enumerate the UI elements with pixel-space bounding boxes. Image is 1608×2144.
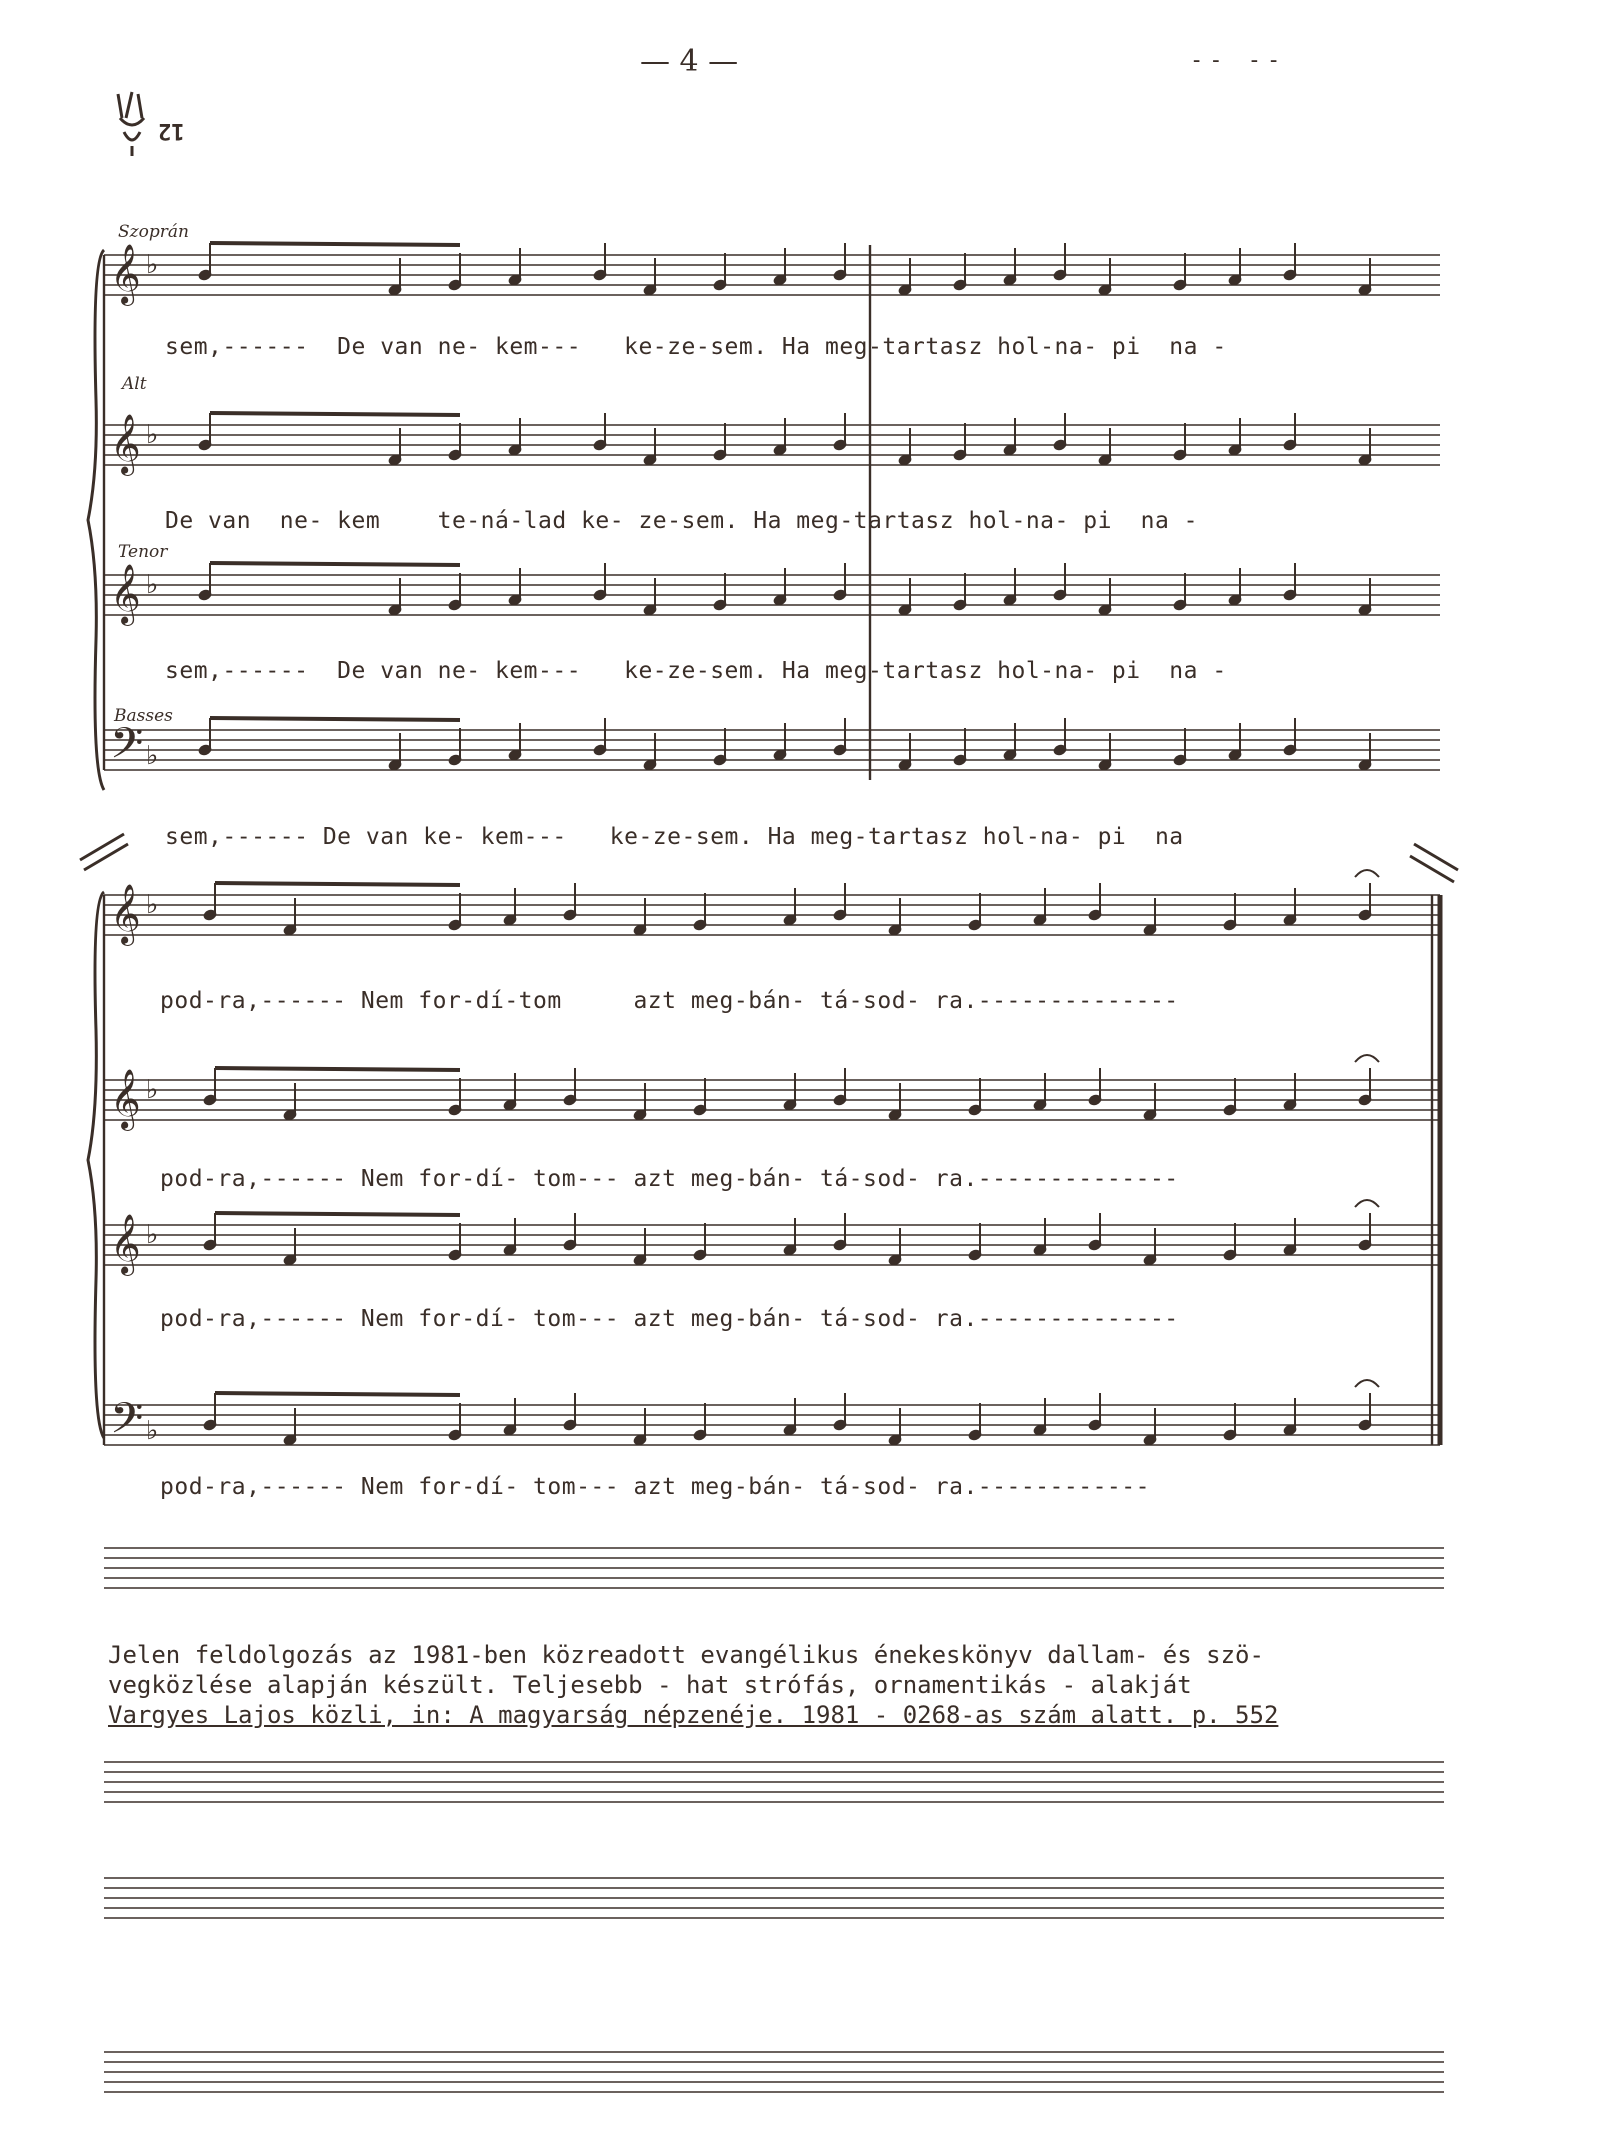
s1-tenor-lyrics: sem,------ De van ne- kem--- ke-ze-sem. Ha meg-tartasz hol-na- pi na - xyxy=(165,658,1227,684)
system2-clef-2: 𝄞 xyxy=(110,1069,141,1129)
bass-label: Basses xyxy=(114,706,173,726)
system2-flat-1: ♭ xyxy=(146,890,159,920)
system2-staff-2 xyxy=(104,1080,1440,1120)
system1-flat-2: ♭ xyxy=(146,420,159,450)
s2-alto-lyrics: pod-ra,------ Nem for-dí- tom--- azt meg-bán- tá-sod- ra.-------------- xyxy=(160,1166,1179,1192)
s1-soprano-lyrics: sem,------ De van ne- kem--- ke-ze-sem. Ha meg-tartasz hol-na- pi na - xyxy=(165,334,1227,360)
footnote xyxy=(108,1640,1538,1730)
system2-clef-1: 𝄞 xyxy=(110,884,141,944)
system1-notes-2 xyxy=(198,413,1372,466)
system2-flat-3: ♭ xyxy=(146,1220,159,1250)
system1-flat-3: ♭ xyxy=(146,570,159,600)
system2-notes-4 xyxy=(203,1393,1372,1446)
system2-clef-3: 𝄞 xyxy=(110,1214,141,1274)
system2-notes-3 xyxy=(203,1213,1372,1266)
system1-clef-2: 𝄞 xyxy=(110,414,141,474)
system2-notes-2 xyxy=(203,1068,1372,1121)
empty-staff-3 xyxy=(104,1878,1444,1918)
system1-notes-1 xyxy=(198,243,1372,296)
footnote-line-1: Jelen feldolgozás az 1981-ben közreadott evangélikus énekeskönyv dallam- és szö- xyxy=(108,1641,1264,1669)
footnote-line-3: Vargyes Lajos közli, in: A magyarság népzenéje. 1981 - 0268-as szám alatt. p. 552 xyxy=(108,1701,1279,1729)
system1-brace xyxy=(88,250,104,790)
alto-label: Alt xyxy=(122,374,147,394)
system2-clef-4: 𝄢 xyxy=(110,1394,144,1454)
system1-notes-4 xyxy=(198,718,1372,771)
s1-bass-lyrics: sem,------ De van ke- kem--- ke-ze-sem. Ha meg-tartasz hol-na- pi na xyxy=(165,824,1184,850)
s1-alto-lyrics: De van ne- kem te-ná-lad ke- ze-sem. Ha meg-tartasz hol-na- pi na - xyxy=(165,508,1198,534)
corner-mark: -- -- xyxy=(1190,48,1287,73)
system2-staff-3 xyxy=(104,1225,1440,1265)
empty-staff-2 xyxy=(104,1762,1444,1802)
tenor-label: Tenor xyxy=(118,542,168,562)
system1-notes-3 xyxy=(198,563,1372,616)
empty-staff-4 xyxy=(104,2052,1444,2092)
system2-flat-4: ♭ xyxy=(146,1416,159,1446)
system-separator-right xyxy=(1410,844,1458,882)
soprano-label: Szoprán xyxy=(118,222,189,242)
system1-flat-1: ♭ xyxy=(146,250,159,280)
system2-staff-1 xyxy=(104,895,1440,935)
fermata-3 xyxy=(1355,1200,1379,1207)
empty-staff-1 xyxy=(104,1548,1444,1588)
page-number: — 4 — xyxy=(640,44,739,79)
s2-tenor-lyrics: pod-ra,------ Nem for-dí- tom--- azt meg-bán- tá-sod- ra.-------------- xyxy=(160,1306,1179,1332)
footnote-line-2: vegközlése alapján készült. Teljesebb - hat strófás, ornamentikás - alakját xyxy=(108,1671,1192,1699)
fermata-2 xyxy=(1355,1055,1379,1062)
system1-clef-4: 𝄢 xyxy=(110,719,144,779)
system-separator-left xyxy=(80,834,128,870)
system2-staff-4 xyxy=(104,1405,1440,1445)
fermata-4 xyxy=(1355,1380,1379,1387)
system1-clef-3: 𝄞 xyxy=(110,564,141,624)
system2-brace xyxy=(88,892,104,1438)
system1-clef-1: 𝄞 xyxy=(110,244,141,304)
s2-soprano-lyrics: pod-ra,------ Nem for-dí-tom azt meg-bán- tá-sod- ra.-------------- xyxy=(160,988,1179,1014)
system2-flat-2: ♭ xyxy=(146,1075,159,1105)
stamp-number: 12 xyxy=(158,118,185,143)
system1-flat-4: ♭ xyxy=(146,741,159,771)
s2-bass-lyrics: pod-ra,------ Nem for-dí- tom--- azt meg-bán- tá-sod- ra.------------ xyxy=(160,1474,1150,1500)
fermata-1 xyxy=(1355,870,1379,877)
system2-notes-1 xyxy=(203,883,1372,936)
